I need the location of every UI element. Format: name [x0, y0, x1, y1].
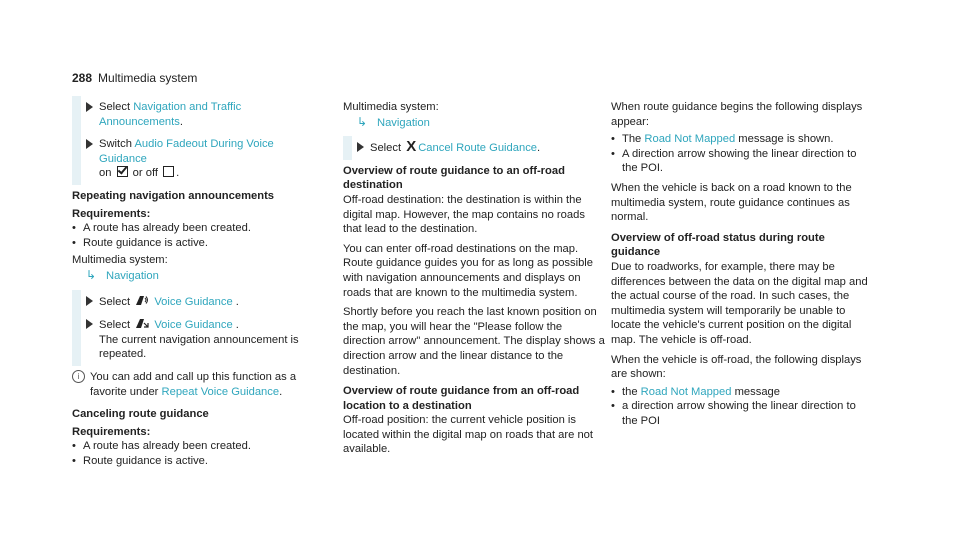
bullet-item: • the Road Not Mapped message — [611, 385, 873, 400]
menu-path-navigation — [343, 115, 605, 131]
paragraph: Off-road position: the current vehicle position is located within the digital map on roads that are not available. — [343, 414, 594, 456]
heading-canceling: Canceling route guidance — [72, 408, 209, 421]
note: i You can add and call up this function as a favorite under Repeat Voice Guidance. — [72, 370, 320, 399]
bullet-item: • a direction arrow showing the linear direction to the POI — [611, 399, 873, 428]
paragraph: Off-road destination: the destination is within the digital map. However, the map contains no roads that lead to the destination. — [343, 193, 585, 236]
voice-guidance-icon — [135, 294, 149, 306]
step-arrow-icon — [86, 319, 93, 329]
paragraph: Due to roadworks, for example, there may be differences between the data on the digital map and the actual course of the road. In such cases, the multimedia system will temporarily be unable to locate the vehicle's current position on the digital map. The vehicle is off-road. — [611, 260, 868, 346]
page-header — [72, 71, 197, 85]
message-road-not-mapped: Road Not Mapped — [640, 385, 732, 398]
column-2 — [343, 100, 605, 457]
paragraph: When the vehicle is back on a road known to the multimedia system, route guidance continues as normal. — [611, 181, 852, 224]
step-voice-guidance-2: Select Voice Guidance . The current navigation announcement is repeated. — [72, 317, 320, 362]
menu-arrow-icon: ↳ — [357, 114, 368, 129]
step-voice-guidance-1: Select Voice Guidance . — [72, 294, 320, 310]
menu-link-audio-fadeout[interactable]: Audio Fadeout During Voice Guidance — [99, 138, 274, 165]
bullet-item: • The Road Not Mapped message is shown. — [611, 132, 873, 147]
heading-offroad-status: Overview of off-road status during route guidance — [611, 231, 825, 259]
step-arrow-icon — [86, 102, 93, 112]
page-number: 288 — [72, 71, 93, 85]
info-icon: i — [72, 370, 85, 383]
bullet-item: • Route guidance is active. — [72, 236, 320, 251]
menu-link-navigation-traffic[interactable]: Navigation and Traffic Announcements — [99, 101, 242, 128]
step-arrow-icon — [86, 139, 93, 149]
bullet-item: • Route guidance is active. — [72, 454, 320, 469]
menu-link-navigation[interactable]: Navigation — [377, 116, 430, 129]
column-1 — [72, 100, 320, 468]
paragraph: When route guidance begins the following displays appear: — [611, 101, 863, 128]
menu-link-voice-guidance-repeat[interactable]: Voice Guidance — [154, 319, 233, 332]
checkbox-empty-icon — [163, 166, 174, 177]
checkbox-checked-icon — [117, 166, 128, 177]
link-repeat-voice-guidance[interactable]: Repeat Voice Guidance — [161, 385, 280, 398]
menu-link-cancel-route[interactable]: Cancel Route Guidance — [418, 142, 538, 155]
column-3 — [611, 100, 873, 428]
step-audio-fadeout: Switch Audio Fadeout During Voice Guidance on or off . — [72, 137, 320, 181]
step-cancel-route: Select X Cancel Route Guidance. — [343, 140, 605, 156]
section-title: Multimedia system — [98, 71, 198, 85]
voice-guidance-repeat-icon — [135, 317, 149, 329]
step-description: The current navigation announcement is repeated. — [99, 333, 299, 361]
heading-offroad-destination: Overview of route guidance to an off-road destination — [343, 164, 565, 192]
menu-link-voice-guidance[interactable]: Voice Guidance — [154, 295, 233, 308]
bullet-item: • A route has already been created. — [72, 439, 320, 454]
multimedia-label: Multimedia system: — [343, 101, 439, 113]
paragraph: When the vehicle is off-road, the following displays are shown: — [611, 353, 862, 381]
message-road-not-mapped: Road Not Mapped — [644, 133, 736, 146]
step-navigation-traffic: Select Navigation and Traffic Announcements. — [72, 100, 320, 129]
multimedia-label: Multimedia system: — [72, 254, 168, 267]
cancel-x-icon: X — [406, 138, 417, 156]
heading-repeating: Repeating navigation announcements — [72, 189, 275, 202]
menu-path-navigation — [72, 268, 320, 284]
paragraph: You can enter off-road destinations on the map. Route guidance guides you for as long as possible with navigation announcements and displays on roads that are known to the multimedia system. — [343, 242, 594, 299]
step-arrow-icon — [357, 142, 364, 152]
menu-link-navigation[interactable]: Navigation — [106, 269, 159, 282]
step-arrow-icon — [86, 296, 93, 306]
heading-offroad-location: Overview of route guidance from an off-road location to a destination — [343, 385, 580, 412]
paragraph: Shortly before you reach the last known position on the map, you will hear the "Please follow the direction arrow" announcement. The display shows a direction arrow and the linear distance to the destination. — [343, 306, 605, 377]
bullet-item: • A route has already been created. — [72, 221, 320, 236]
requirements-label: Requirements: — [72, 425, 151, 438]
bullet-item: • A direction arrow showing the linear direction to the POI. — [611, 147, 873, 176]
menu-arrow-icon: ↳ — [86, 267, 97, 282]
requirements-label: Requirements: — [72, 207, 151, 220]
